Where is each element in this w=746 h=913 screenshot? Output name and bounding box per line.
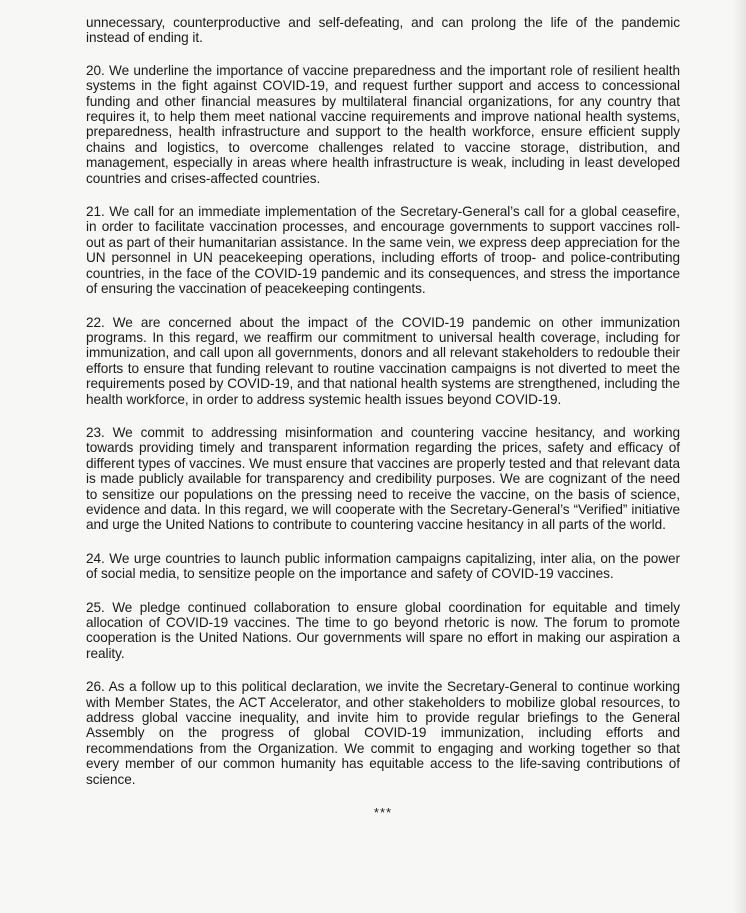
paragraph-22: 22. We are concerned about the impact of the COVID-19 pandemic on other immunization programs. In this regard, we reaffirm our commitment to universal health coverage, including for immunization, and call upon all governments, donors and all relevant stakeholders to redouble their efforts to ensure that funding relevant to routine vaccination campaigns is not diverted to meet the requirements posed by COVID-19, and that national health systems are strengthened, including the health workforce, in order to address systemic health issues beyond COVID-19. xyxy=(86,314,680,407)
end-marker: *** xyxy=(373,805,393,821)
document-body xyxy=(86,15,680,820)
paragraph-21: 21. We call for an immediate implementation of the Secretary-General’s call for a global ceasefire, in order to facilitate vaccination processes, and encourage governments to support vaccines roll-out as part of their humanitarian assistance. In the same vein, we express deep appreciation for the UN personnel in UN peacekeeping operations, including efforts of troop- and police-contributing countries, in the face of the COVID-19 pandemic and its consequences, and stress the importance of ensuring the vaccination of peacekeeping contingents. xyxy=(86,204,680,297)
paragraph-23: 23. We commit to addressing misinformation and countering vaccine hesitancy, and working towards providing timely and transparent information regarding the prices, safety and efficacy of different types of vaccines. We must ensure that vaccines are properly tested and that relevant data is made publicly available for transparency and credibility purposes. We are cognizant of the need to sensitize our populations on the pressing need to receive the vaccine, on the basis of science, evidence and data. In this regard, we will cooperate with the Secretary-General’s “Verified” initiative and urge the United Nations to contribute to countering vaccine hesitancy in all parts of the world. xyxy=(86,424,680,533)
paragraph-26: 26. As a follow up to this political declaration, we invite the Secretary-General to continue working with Member States, the ACT Accelerator, and other stakeholders to mobilize global resources, to address global vaccine inequality, and invite him to provide regular briefings to the General Assembly on the progress of global COVID-19 immunization, including efforts and recommendations from the Organization. We commit to engaging and working together so that every member of our common humanity has equitable access to the life-saving contributions of science. xyxy=(86,679,680,787)
paragraph-24: 24. We urge countries to launch public information campaigns capitalizing, inter alia, on the power of social media, to sensitize people on the importance and safety of COVID-19 vaccines. xyxy=(86,550,680,582)
page-edge-shadow xyxy=(732,0,746,913)
paragraph-25: 25. We pledge continued collaboration to ensure global coordination for equitable and timely allocation of COVID-19 vaccines. The time to go beyond rhetoric is now. The forum to promote cooperation is the United Nations. Our governments will spare no effort in making our aspiration a reality. xyxy=(86,599,680,661)
paragraph-20: 20. We underline the importance of vaccine preparedness and the important role of resilient health systems in the fight against COVID-19, and request further support and access to concessional funding and other financial measures by multilateral financial organizations, for any country that requires it, to help them meet national vaccine requirements and improve national health systems, preparedness, health infrastructure and support to the health workforce, ensure efficient supply chains and logistics, to overcome challenges related to vaccine storage, distribution, and management, especially in areas where health infrastructure is weak, including in least developed countries and crises-affected countries. xyxy=(86,62,680,186)
paragraph-continuation: unnecessary, counterproductive and self-defeating, and can prolong the life of the pandemic instead of ending it. xyxy=(86,15,680,46)
